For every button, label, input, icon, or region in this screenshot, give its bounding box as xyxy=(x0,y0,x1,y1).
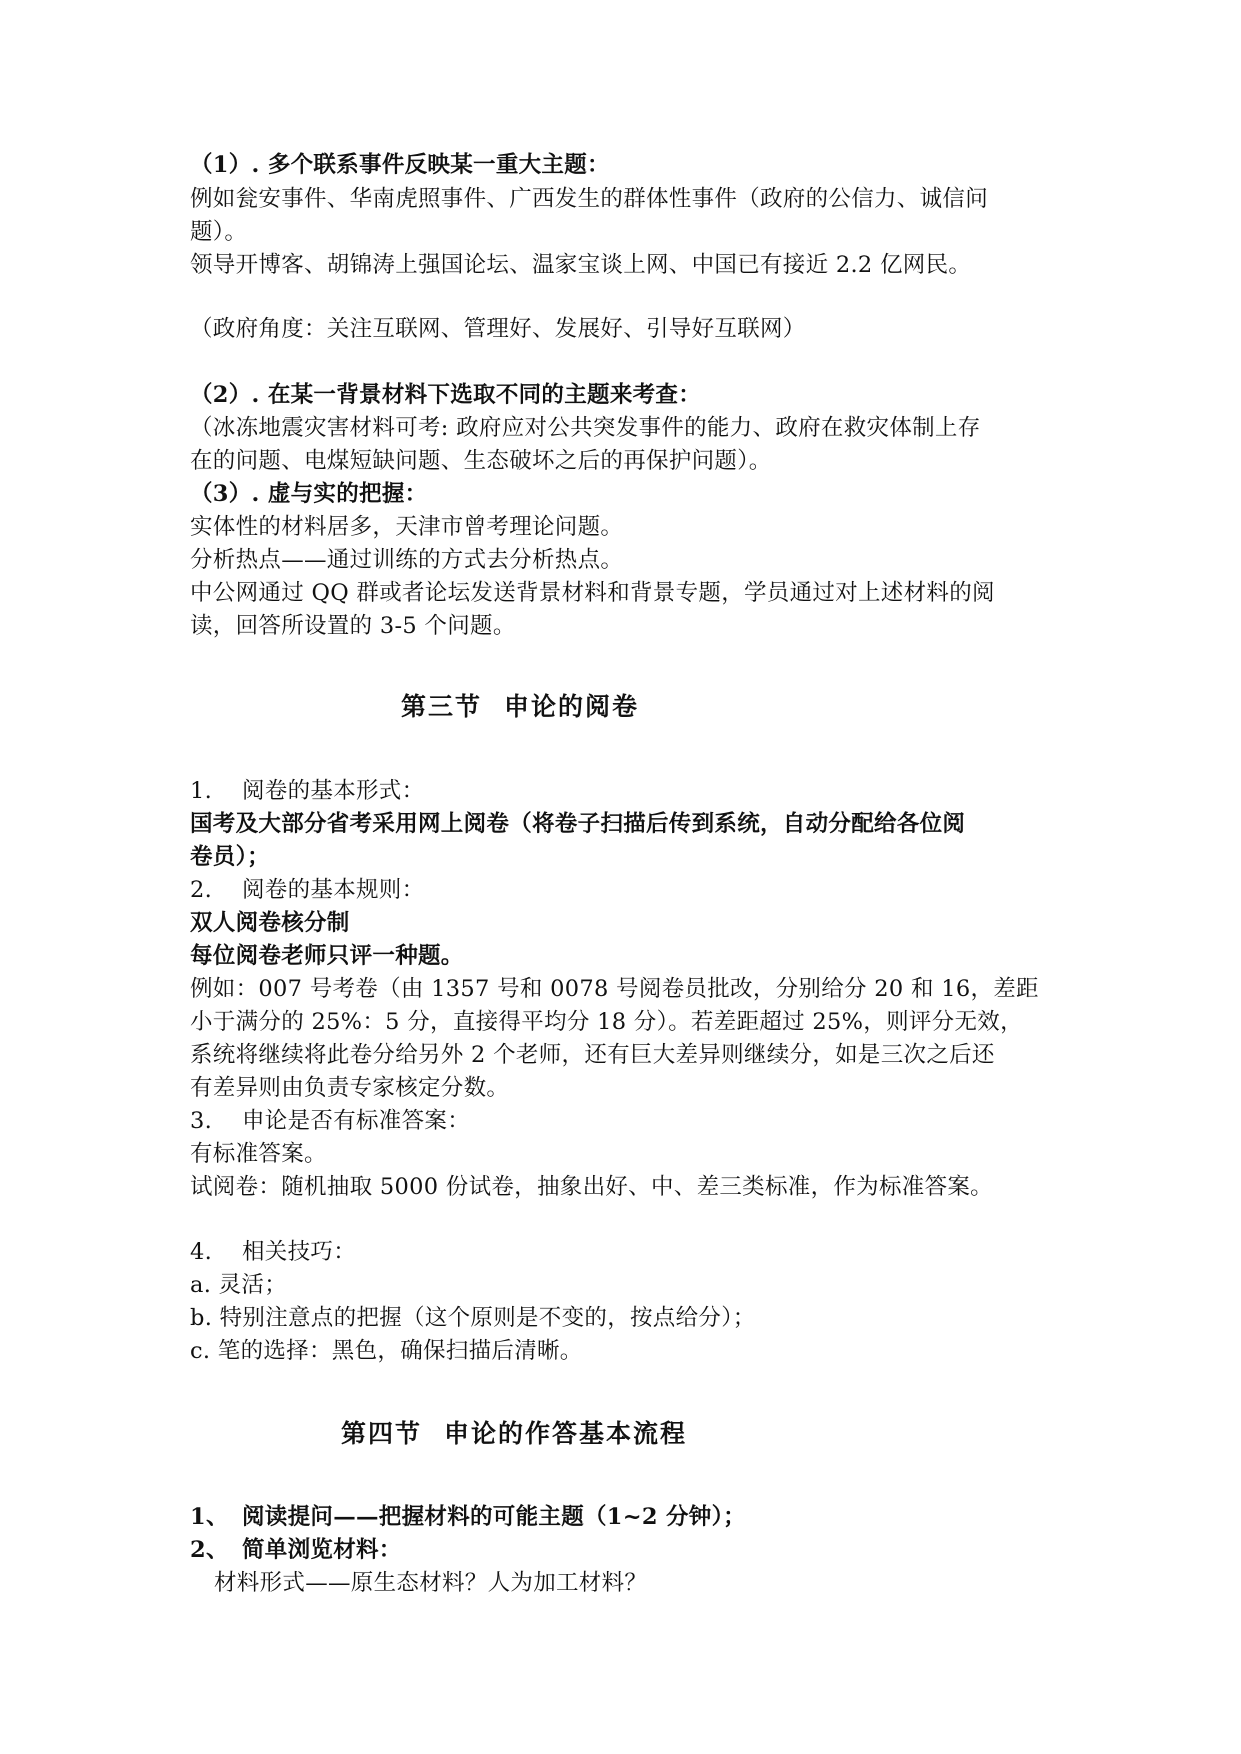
subheading-1: （1）. 多个联系事件反映某一重大主题： xyxy=(190,152,610,178)
paragraph-line: 在的问题、电煤短缺问题、生态破坏之后的再保护问题）。 xyxy=(190,448,772,474)
section-number: 第四节 xyxy=(341,1419,423,1448)
paragraph-line: 实体性的材料居多，天津市曾考理论问题。 xyxy=(190,514,624,540)
paragraph-line: 题）。 xyxy=(190,219,248,245)
item-text: 阅读提问——把握材料的可能主题（1~2 分钟）； xyxy=(242,1504,746,1530)
item-label: 相关技巧： xyxy=(242,1239,357,1265)
item-number: 4. xyxy=(190,1239,213,1265)
item-label: 简单浏览材料： xyxy=(242,1537,402,1563)
paragraph-line: （冰冻地震灾害材料可考: 政府应对公共突发事件的能力、政府在救灾体制上存 xyxy=(190,415,981,441)
paragraph-line: c. 笔的选择：黑色，确保扫描后清晰。 xyxy=(190,1338,583,1364)
paragraph-line: 有标准答案。 xyxy=(190,1141,327,1167)
section-heading-4 xyxy=(341,1417,687,1451)
list-item-heading xyxy=(190,775,424,807)
item-number: 3. xyxy=(190,1108,213,1134)
list-item xyxy=(190,1534,402,1566)
paragraph-line: 国考及大部分省考采用网上阅卷（将卷子扫描后传到系统，自动分配给各位阅 xyxy=(190,811,966,837)
paragraph-line: 中公网通过 QQ 群或者论坛发送背景材料和背景专题，学员通过对上述材料的阅 xyxy=(190,580,995,606)
list-item-heading xyxy=(190,1105,470,1137)
section-number: 第三节 xyxy=(401,692,483,721)
item-number: 2. xyxy=(190,877,213,903)
section-title: 申论的作答基本流程 xyxy=(444,1419,688,1448)
paragraph-line: 读，回答所设置的 3-5 个问题。 xyxy=(190,613,516,639)
paragraph-line: 材料形式——原生态材料？人为加工材料？ xyxy=(214,1570,648,1596)
list-item-heading xyxy=(190,1236,356,1268)
paragraph-line: 试阅卷：随机抽取 5000 份试卷，抽象出好、中、差三类标准，作为标准答案。 xyxy=(190,1174,993,1200)
item-label: 阅卷的基本规则： xyxy=(242,877,425,903)
paragraph-line: 每位阅卷老师只评一种题。 xyxy=(190,943,464,969)
paragraph-line: 分析热点——通过训练的方式去分析热点。 xyxy=(190,547,624,573)
section-title: 申论的阅卷 xyxy=(504,692,640,721)
item-label: 阅卷的基本形式： xyxy=(242,778,425,804)
paragraph-line: 小于满分的 25%：5 分，直接得平均分 18 分）。若差距超过 25%，则评分无效， xyxy=(190,1009,1023,1035)
list-item-heading xyxy=(190,874,424,906)
item-number: 2、 xyxy=(190,1537,229,1563)
paragraph-line: （政府角度：关注互联网、管理好、发展好、引导好互联网） xyxy=(190,316,806,342)
paragraph-line: b. 特别注意点的把握（这个原则是不变的，按点给分）； xyxy=(190,1305,756,1331)
paragraph-line: 系统将继续将此卷分给另外 2 个老师，还有巨大差异则继续分，如是三次之后还 xyxy=(190,1042,995,1068)
item-label: 申论是否有标准答案： xyxy=(242,1108,471,1134)
paragraph-line: 有差异则由负责专家核定分数。 xyxy=(190,1075,510,1101)
section-heading-3 xyxy=(401,690,639,724)
list-item xyxy=(190,1501,746,1533)
paragraph-line: 卷员）； xyxy=(190,844,270,870)
paragraph-line: 领导开博客、胡锦涛上强国论坛、温家宝谈上网、中国已有接近 2.2 亿网民。 xyxy=(190,252,972,278)
subheading-3: （3）. 虚与实的把握： xyxy=(190,481,428,507)
paragraph-line: 双人阅卷核分制 xyxy=(190,910,350,936)
paragraph-line: 例如：007 号考卷（由 1357 号和 0078 号阅卷员批改，分别给分 20 和 16，差距 xyxy=(190,976,1039,1002)
item-number: 1、 xyxy=(190,1504,229,1530)
paragraph-line: 例如瓮安事件、华南虎照事件、广西发生的群体性事件（政府的公信力、诚信问 xyxy=(190,186,989,212)
item-number: 1. xyxy=(190,778,213,804)
subheading-2: （2）. 在某一背景材料下选取不同的主题来考查： xyxy=(190,382,702,408)
paragraph-line: a. 灵活； xyxy=(190,1272,288,1298)
